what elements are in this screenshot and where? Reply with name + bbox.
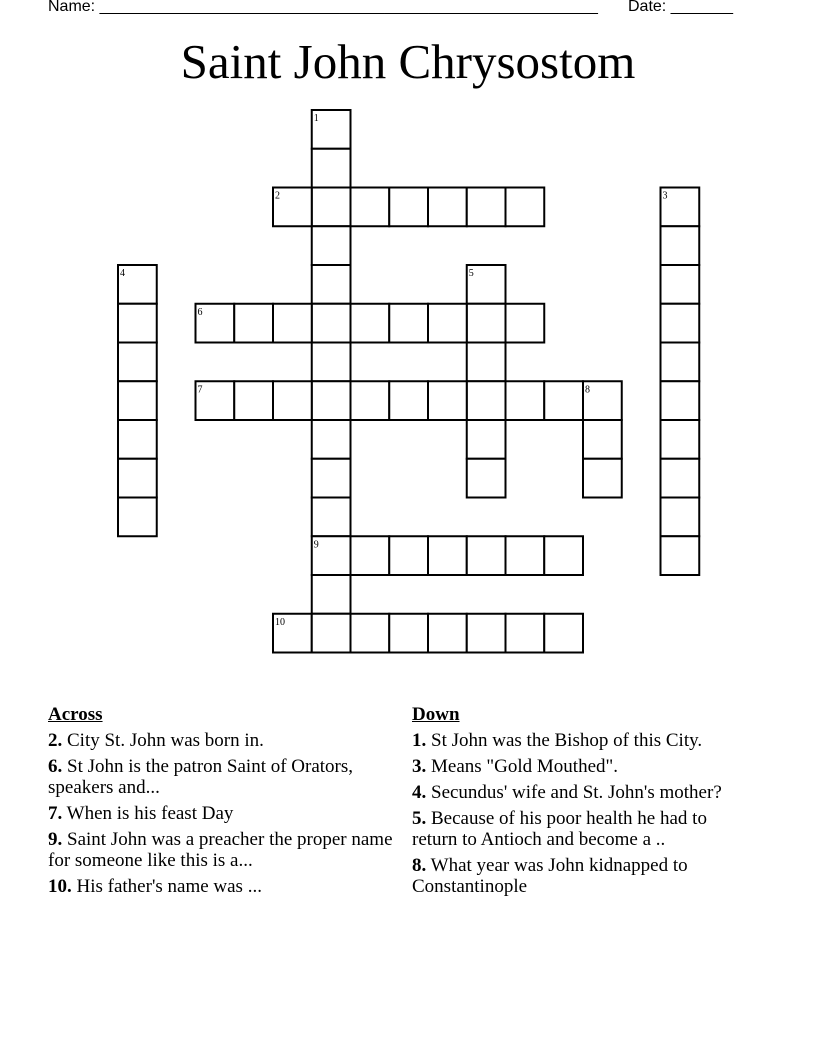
clue-text: Means "Gold Mouthed". xyxy=(426,756,619,777)
crossword-cell[interactable] xyxy=(389,381,428,420)
clue-text: His father's name was ... xyxy=(71,876,262,897)
clue-text: What year was John kidnapped to Constantinople xyxy=(412,855,688,897)
crossword-cell[interactable] xyxy=(234,381,273,420)
puzzle-title: Saint John Chrysostom xyxy=(180,34,636,89)
crossword-cell[interactable] xyxy=(661,304,700,343)
crossword-cell[interactable] xyxy=(467,304,506,343)
clue-number: 3. xyxy=(412,756,427,777)
down-clue xyxy=(412,756,752,777)
crossword-cell[interactable] xyxy=(312,110,351,149)
header-row xyxy=(48,0,748,22)
crossword-cell[interactable] xyxy=(661,420,700,459)
crossword-cell[interactable] xyxy=(312,381,351,420)
crossword-cell[interactable] xyxy=(506,381,545,420)
clue-text: Saint John was a preacher the proper name for someone like this is a... xyxy=(48,829,393,871)
crossword-cell[interactable] xyxy=(312,188,351,227)
crossword-cell[interactable] xyxy=(389,188,428,227)
down-clue xyxy=(412,730,752,751)
crossword-cell[interactable] xyxy=(118,381,157,420)
across-clue xyxy=(48,730,410,751)
crossword-cell[interactable] xyxy=(467,459,506,498)
across-clue xyxy=(48,756,410,798)
crossword-cell[interactable] xyxy=(506,614,545,653)
crossword-cell[interactable] xyxy=(467,381,506,420)
crossword-cell[interactable] xyxy=(118,498,157,537)
crossword-cell[interactable] xyxy=(428,614,467,653)
crossword-cell[interactable] xyxy=(312,575,351,614)
cell-number-label: 10 xyxy=(275,616,285,628)
crossword-cell[interactable] xyxy=(661,188,700,227)
cell-number-label: 3 xyxy=(662,190,668,202)
crossword-cell[interactable] xyxy=(273,614,312,653)
name-field-label[interactable]: Name: ________________________________________________________ xyxy=(48,0,598,15)
crossword-cell[interactable] xyxy=(351,381,390,420)
crossword-cell[interactable] xyxy=(583,381,622,420)
crossword-cell[interactable] xyxy=(351,188,390,227)
clue-number: 2. xyxy=(48,730,63,751)
down-clues xyxy=(412,704,752,902)
crossword-cell[interactable] xyxy=(428,381,467,420)
crossword-cell[interactable] xyxy=(467,343,506,382)
crossword-cell[interactable] xyxy=(312,226,351,265)
across-clue xyxy=(48,803,410,824)
crossword-cell[interactable] xyxy=(351,614,390,653)
across-clue xyxy=(48,876,410,897)
down-clue xyxy=(412,855,752,897)
crossword-cell[interactable] xyxy=(544,614,583,653)
clue-number: 9. xyxy=(48,829,63,850)
crossword-cell[interactable] xyxy=(428,188,467,227)
crossword-cell[interactable] xyxy=(661,536,700,575)
cell-number-label: 6 xyxy=(197,306,203,318)
across-heading: Across xyxy=(48,704,103,725)
crossword-cell[interactable] xyxy=(118,420,157,459)
crossword-cell[interactable] xyxy=(389,536,428,575)
crossword-cell[interactable] xyxy=(661,343,700,382)
clue-text: St John is the patron Saint of Orators, speakers and... xyxy=(48,756,354,798)
clue-number: 8. xyxy=(412,855,427,876)
crossword-cell[interactable] xyxy=(583,420,622,459)
clue-text: Because of his poor health he had to return to Antioch and become a .. xyxy=(412,808,707,850)
cell-number-label: 1 xyxy=(313,113,319,124)
crossword-cell[interactable] xyxy=(312,536,351,575)
crossword-cell[interactable] xyxy=(118,304,157,343)
crossword-cell[interactable] xyxy=(506,536,545,575)
crossword-cell[interactable] xyxy=(544,536,583,575)
crossword-cell[interactable] xyxy=(312,343,351,382)
crossword-cell[interactable] xyxy=(661,381,700,420)
crossword-cell[interactable] xyxy=(351,536,390,575)
crossword-cell[interactable] xyxy=(661,498,700,537)
crossword-cell[interactable] xyxy=(234,304,273,343)
crossword-cell[interactable] xyxy=(467,614,506,653)
clue-number: 7. xyxy=(48,803,63,824)
crossword-cell[interactable] xyxy=(467,536,506,575)
clue-text: St John was the Bishop of this City. xyxy=(426,730,703,751)
crossword-cell[interactable] xyxy=(118,265,157,304)
crossword-cell[interactable] xyxy=(506,304,545,343)
crossword-cell[interactable] xyxy=(389,614,428,653)
crossword-cell[interactable] xyxy=(351,304,390,343)
across-clues xyxy=(48,704,410,902)
down-clue xyxy=(412,782,752,803)
crossword-cell[interactable] xyxy=(273,381,312,420)
clue-text: When is his feast Day xyxy=(62,803,234,824)
clue-text: Secundus' wife and St. John's mother? xyxy=(426,782,722,803)
clue-number: 6. xyxy=(48,756,63,777)
crossword-cell[interactable] xyxy=(506,188,545,227)
across-clue xyxy=(48,829,410,871)
crossword-cell[interactable] xyxy=(583,459,622,498)
crossword-cell[interactable] xyxy=(428,304,467,343)
crossword-cell[interactable] xyxy=(312,304,351,343)
cell-number-label: 5 xyxy=(468,268,474,279)
crossword-cell[interactable] xyxy=(196,304,235,343)
crossword-cell[interactable] xyxy=(312,265,351,304)
clue-number: 10. xyxy=(48,876,72,897)
crossword-cell[interactable] xyxy=(312,420,351,459)
cell-number-label: 9 xyxy=(313,539,319,551)
crossword-cell[interactable] xyxy=(312,149,351,188)
clue-number: 4. xyxy=(412,782,427,803)
crossword-cell[interactable] xyxy=(389,304,428,343)
clue-number: 1. xyxy=(412,730,427,751)
crossword-cell[interactable] xyxy=(273,188,312,227)
crossword-cell[interactable] xyxy=(428,536,467,575)
crossword-cell[interactable] xyxy=(312,614,351,653)
crossword-cell[interactable] xyxy=(118,343,157,382)
crossword-cell[interactable] xyxy=(273,304,312,343)
clue-text: City St. John was born in. xyxy=(62,730,264,751)
crossword-cell[interactable] xyxy=(661,265,700,304)
date-field-label[interactable]: Date: _______ xyxy=(628,0,733,15)
crossword-cell[interactable] xyxy=(196,381,235,420)
crossword-cell[interactable] xyxy=(661,226,700,265)
crossword-cell[interactable] xyxy=(467,188,506,227)
crossword-cell[interactable] xyxy=(544,381,583,420)
crossword-cell[interactable] xyxy=(118,459,157,498)
crossword-cell[interactable] xyxy=(312,498,351,537)
down-heading: Down xyxy=(412,704,460,725)
cell-number-label: 2 xyxy=(275,190,280,202)
cell-number-label: 8 xyxy=(585,384,590,396)
crossword-cell[interactable] xyxy=(467,420,506,459)
crossword-cell[interactable] xyxy=(661,459,700,498)
clue-number: 5. xyxy=(412,808,427,829)
cell-number-label: 4 xyxy=(120,268,125,279)
crossword-cell[interactable] xyxy=(312,459,351,498)
crossword-cell[interactable] xyxy=(467,265,506,304)
cell-number-label: 7 xyxy=(197,384,203,396)
down-clue xyxy=(412,808,752,850)
